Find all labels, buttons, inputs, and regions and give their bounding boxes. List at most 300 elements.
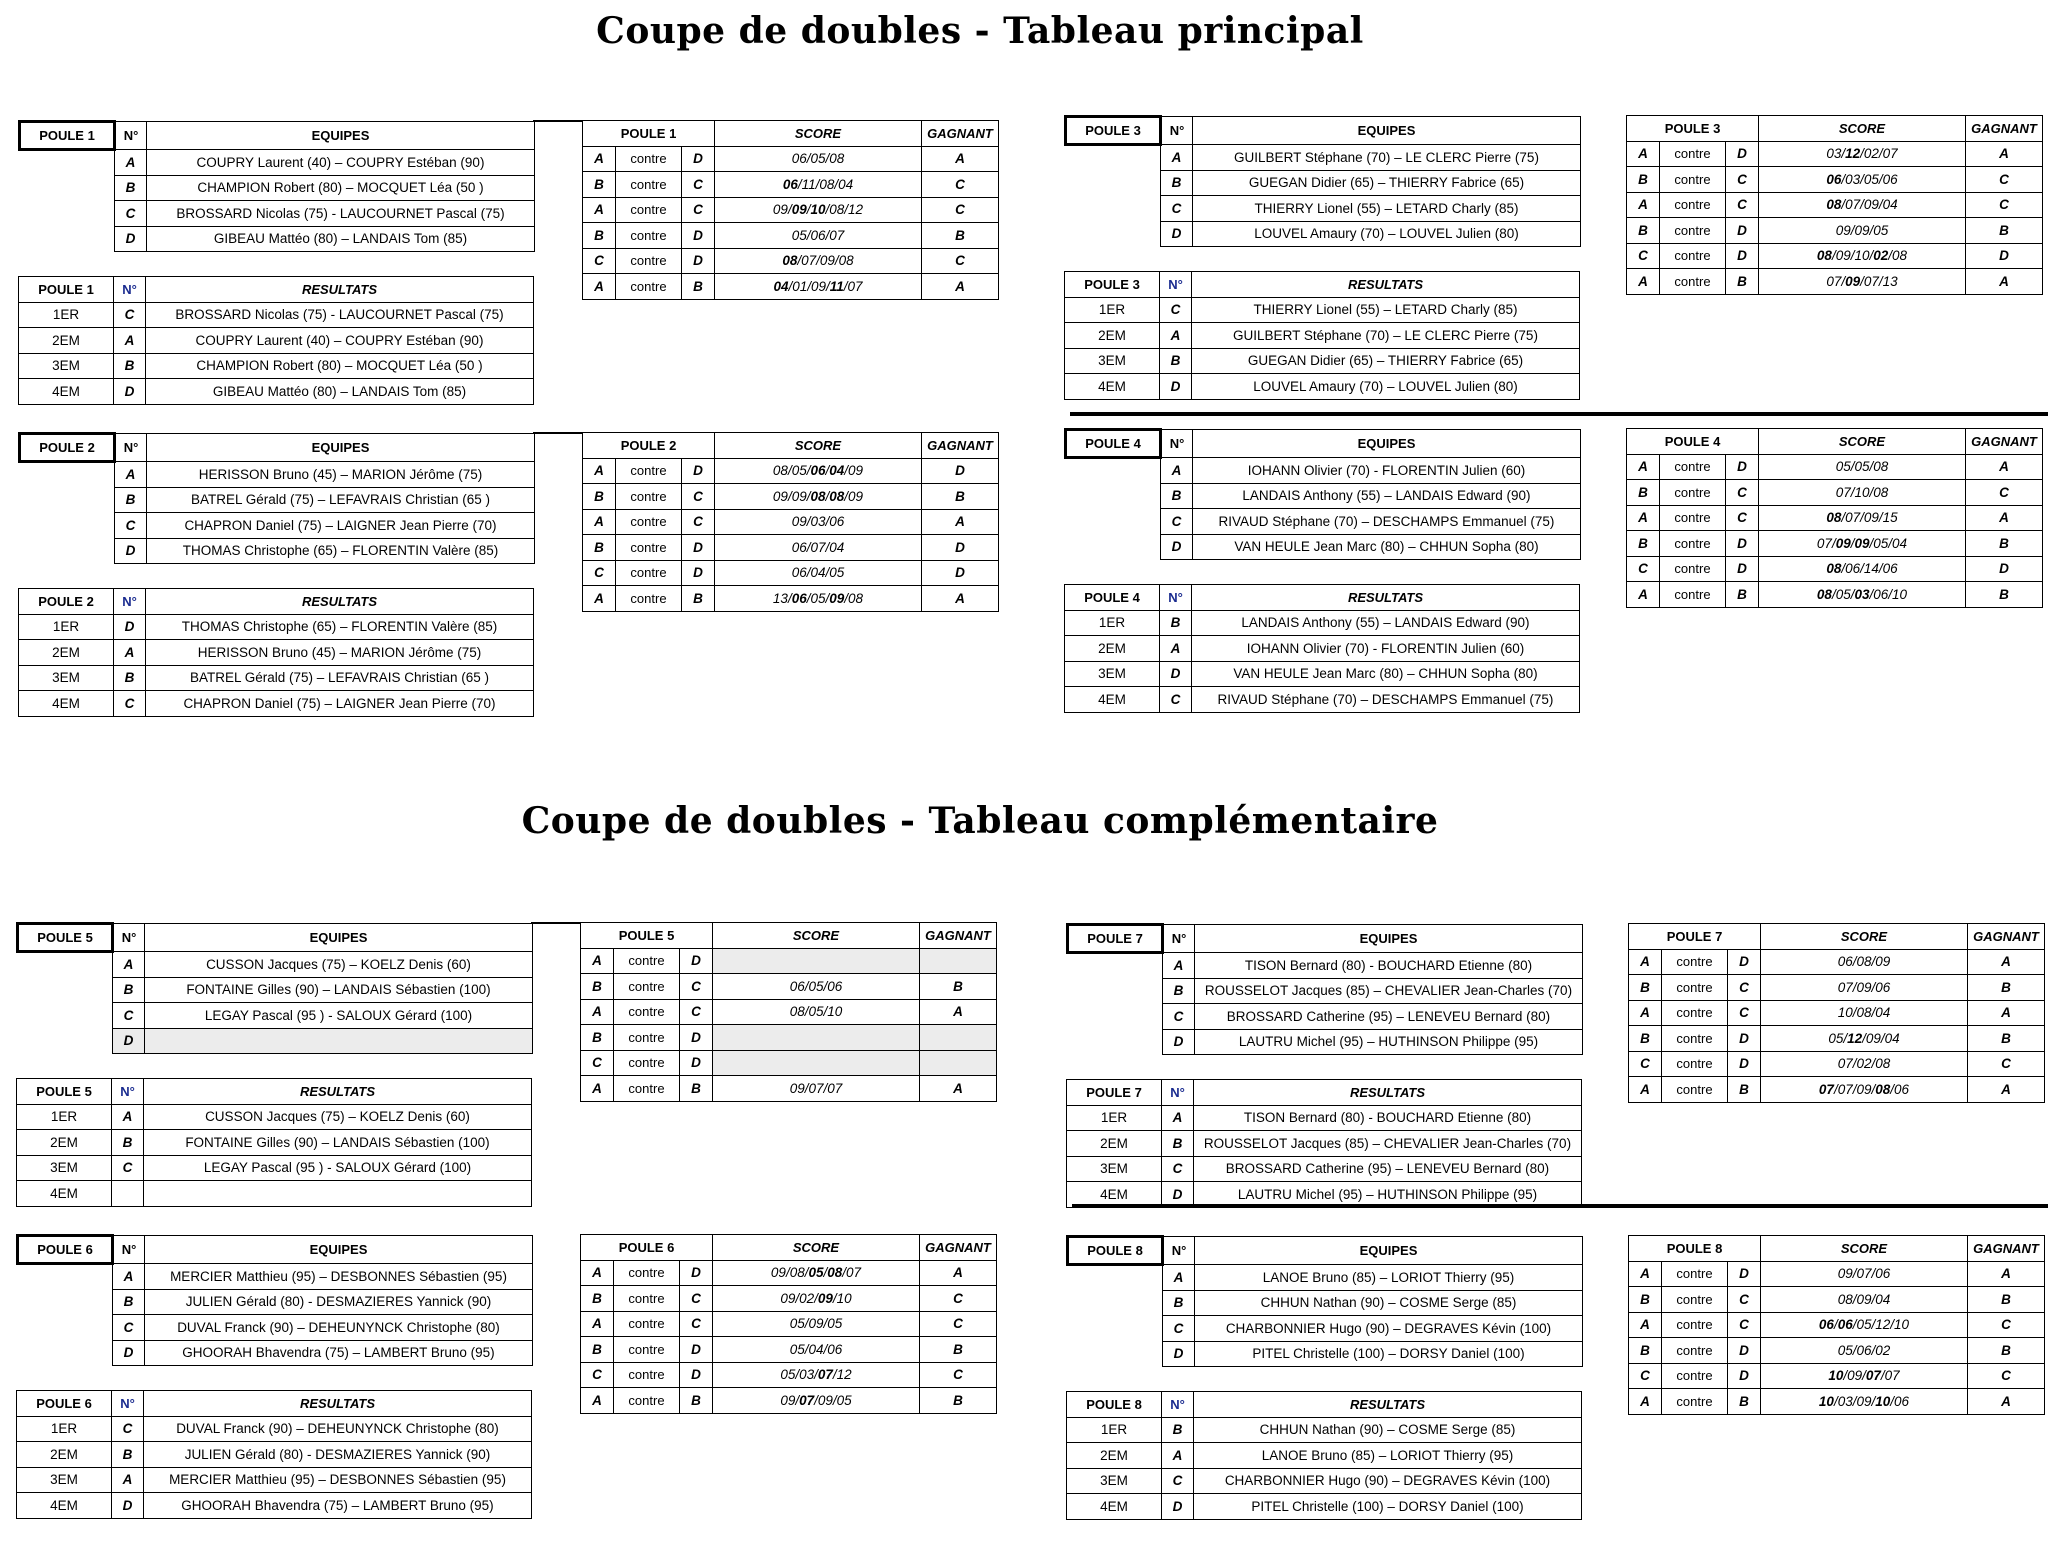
match-score: 06/05/08: [715, 146, 922, 172]
poule-label: POULE 1: [583, 121, 715, 147]
match-team2: D: [1728, 1363, 1761, 1389]
match-row: [581, 999, 997, 1025]
rank-label: 4EM: [1067, 1182, 1162, 1208]
contre-label: contre: [1662, 1312, 1728, 1338]
team-letter: A: [113, 951, 145, 977]
team-name: GHOORAH Bhavendra (75) – LAMBERT Bruno (95): [145, 1340, 533, 1366]
blank-cell: [18, 977, 113, 1003]
team-letter: D: [1163, 1029, 1195, 1055]
match-winner: B: [922, 484, 999, 510]
match-team2: C: [1726, 167, 1759, 193]
match-team1: B: [583, 172, 616, 198]
poule-label: POULE 7: [1068, 925, 1163, 953]
score-header: SCORE: [1761, 1236, 1968, 1262]
score-table: [580, 922, 997, 1102]
match-team2: C: [680, 1311, 713, 1337]
match-team2: D: [1726, 243, 1759, 269]
match-row: [581, 1025, 997, 1051]
match-team2: D: [680, 1050, 713, 1076]
team-row: [1066, 144, 1581, 170]
n-header: N°: [113, 1236, 145, 1264]
team-row: [1068, 1316, 1583, 1342]
result-team-name: HERISSON Bruno (45) – MARION Jérôme (75): [146, 640, 534, 666]
blank-cell: [18, 1340, 113, 1366]
result-row: [1065, 323, 1580, 349]
contre-label: contre: [1662, 1077, 1728, 1103]
poule-label: POULE 8: [1067, 1392, 1162, 1418]
result-row: [1067, 1131, 1582, 1157]
match-score: 08/05/03/06/10: [1759, 582, 1966, 608]
result-row: [19, 302, 534, 328]
contre-label: contre: [616, 535, 682, 561]
result-letter: B: [1162, 1417, 1194, 1443]
match-score: 09/07/07: [713, 1076, 920, 1102]
team-row: [1068, 1290, 1583, 1316]
result-letter: B: [1160, 610, 1192, 636]
team-row: [1066, 170, 1581, 196]
blank-cell: [1068, 1264, 1163, 1290]
n-header: N°: [1161, 430, 1193, 458]
team-name: MERCIER Matthieu (95) – DESBONNES Sébastien (95): [145, 1263, 533, 1289]
match-row: [581, 1260, 997, 1286]
contre-label: contre: [616, 274, 682, 300]
match-row: [1627, 243, 2043, 269]
contre-label: contre: [1662, 1261, 1728, 1287]
contre-label: contre: [614, 1388, 680, 1414]
match-row: [581, 1388, 997, 1414]
result-row: [1067, 1182, 1582, 1208]
match-row: [583, 560, 999, 586]
team-letter: A: [115, 149, 147, 175]
match-winner: C: [920, 1286, 997, 1312]
team-row: [1068, 952, 1583, 978]
match-score: 05/05/08: [1759, 454, 1966, 480]
contre-label: contre: [1660, 556, 1726, 582]
team-name: JULIEN Gérald (80) - DESMAZIERES Yannick (90): [145, 1289, 533, 1315]
result-team-name: RIVAUD Stéphane (70) – DESCHAMPS Emmanuel (75): [1192, 687, 1580, 713]
blank-cell: [1068, 978, 1163, 1004]
contre-label: contre: [1660, 141, 1726, 167]
team-row: [18, 1003, 533, 1029]
blank-cell: [20, 149, 115, 175]
gagnant-header: GAGNANT: [920, 923, 997, 949]
team-name: LEGAY Pascal (95 ) - SALOUX Gérard (100): [145, 1003, 533, 1029]
score-header-row: [1629, 1236, 2045, 1262]
team-name: LOUVEL Amaury (70) – LOUVEL Julien (80): [1193, 221, 1581, 247]
result-team-name: DUVAL Franck (90) – DEHEUNYNCK Christophe (80): [144, 1416, 532, 1442]
match-row: [1627, 480, 2043, 506]
contre-label: contre: [1660, 582, 1726, 608]
match-row: [583, 197, 999, 223]
team-name: COUPRY Laurent (40) – COUPRY Estéban (90): [147, 149, 535, 175]
result-row: [19, 614, 534, 640]
team-row: [20, 175, 535, 201]
match-winner: B: [1968, 1287, 2045, 1313]
team-letter: C: [115, 513, 147, 539]
match-row: [1627, 582, 2043, 608]
match-team1: B: [581, 1025, 614, 1051]
gagnant-header: GAGNANT: [1968, 1236, 2045, 1262]
results-table: [18, 588, 534, 717]
match-team1: A: [583, 274, 616, 300]
result-team-name: COUPRY Laurent (40) – COUPRY Estéban (90): [146, 328, 534, 354]
contre-label: contre: [614, 974, 680, 1000]
match-team1: C: [1627, 243, 1660, 269]
n-header: N°: [1162, 1392, 1194, 1418]
match-winner: C: [1966, 192, 2043, 218]
match-row: [583, 248, 999, 274]
header-rule: [531, 922, 580, 924]
rank-label: 1ER: [19, 302, 114, 328]
contre-label: contre: [614, 1076, 680, 1102]
rank-label: 2EM: [19, 328, 114, 354]
match-team1: A: [1629, 1077, 1662, 1103]
match-score: 09/02/09/10: [713, 1286, 920, 1312]
result-team-name: BROSSARD Catherine (95) – LENEVEU Bernard (80): [1194, 1156, 1582, 1182]
match-winner: C: [922, 197, 999, 223]
result-team-name: THOMAS Christophe (65) – FLORENTIN Valère (85): [146, 614, 534, 640]
match-team2: D: [680, 1025, 713, 1051]
blank-cell: [20, 175, 115, 201]
blank-cell: [1066, 196, 1161, 222]
match-winner: C: [920, 1362, 997, 1388]
match-winner: B: [1968, 975, 2045, 1001]
score-table: [1628, 923, 2045, 1103]
contre-label: contre: [1662, 949, 1728, 975]
match-team2: D: [1728, 1026, 1761, 1052]
contre-label: contre: [1662, 1000, 1728, 1026]
team-letter: B: [113, 977, 145, 1003]
result-letter: D: [1160, 661, 1192, 687]
result-team-name: LEGAY Pascal (95 ) - SALOUX Gérard (100): [144, 1155, 532, 1181]
contre-label: contre: [614, 1260, 680, 1286]
match-team1: B: [583, 535, 616, 561]
match-team2: B: [682, 274, 715, 300]
match-row: [1629, 1287, 2045, 1313]
n-header: N°: [1160, 585, 1192, 611]
match-team1: B: [583, 484, 616, 510]
teams-table: [1066, 1235, 1583, 1367]
match-winner: B: [920, 1337, 997, 1363]
match-team1: B: [1629, 1287, 1662, 1313]
contre-label: contre: [1660, 218, 1726, 244]
result-team-name: THIERRY Lionel (55) – LETARD Charly (85): [1192, 297, 1580, 323]
match-team1: B: [1629, 1338, 1662, 1364]
match-team1: A: [581, 1388, 614, 1414]
title-complementaire: Coupe de doubles - Tableau complémentaire: [521, 800, 1439, 842]
match-winner: D: [922, 560, 999, 586]
result-row: [17, 1493, 532, 1519]
results-header-row: [1065, 272, 1580, 298]
match-team2: D: [680, 948, 713, 974]
contre-label: contre: [614, 999, 680, 1025]
match-team1: A: [583, 586, 616, 612]
result-row: [1065, 661, 1580, 687]
result-team-name: BATREL Gérald (75) – LEFAVRAIS Christian (65 ): [146, 665, 534, 691]
match-winner: [920, 1050, 997, 1076]
match-winner: A: [920, 1076, 997, 1102]
match-score: 05/09/05: [713, 1311, 920, 1337]
teams-table: [1064, 115, 1581, 247]
match-team1: A: [581, 1260, 614, 1286]
match-row: [581, 1076, 997, 1102]
contre-label: contre: [1662, 1287, 1728, 1313]
result-team-name: LANDAIS Anthony (55) – LANDAIS Edward (90): [1192, 610, 1580, 636]
match-team1: A: [581, 948, 614, 974]
n-header: N°: [113, 924, 145, 952]
result-team-name: GUILBERT Stéphane (70) – LE CLERC Pierre (75): [1192, 323, 1580, 349]
team-row: [1066, 534, 1581, 560]
match-team2: C: [1728, 1312, 1761, 1338]
team-name: THIERRY Lionel (55) – LETARD Charly (85): [1193, 196, 1581, 222]
results-table: [1066, 1079, 1582, 1208]
result-team-name: CHAPRON Daniel (75) – LAIGNER Jean Pierre (70): [146, 691, 534, 717]
blank-cell: [1066, 170, 1161, 196]
contre-label: contre: [1660, 167, 1726, 193]
result-letter: A: [1162, 1105, 1194, 1131]
team-row: [1066, 457, 1581, 483]
blank-cell: [20, 201, 115, 227]
team-name: CUSSON Jacques (75) – KOELZ Denis (60): [145, 951, 533, 977]
result-row: [1067, 1105, 1582, 1131]
score-header-row: [581, 923, 997, 949]
match-team2: C: [680, 999, 713, 1025]
result-letter: C: [112, 1416, 144, 1442]
separator-line: [1070, 412, 2048, 416]
equipes-header: EQUIPES: [1193, 117, 1581, 145]
teams-header-row: [1068, 1237, 1583, 1265]
team-letter: B: [1163, 1290, 1195, 1316]
result-row: [19, 353, 534, 379]
match-score: 08/09/04: [1761, 1287, 1968, 1313]
team-row: [1066, 196, 1581, 222]
match-score: [713, 1025, 920, 1051]
teams-table: [18, 432, 535, 564]
match-team2: D: [1726, 556, 1759, 582]
result-letter: B: [1160, 348, 1192, 374]
match-team1: C: [1627, 556, 1660, 582]
match-team2: B: [1726, 582, 1759, 608]
contre-label: contre: [1660, 192, 1726, 218]
match-team2: D: [1728, 949, 1761, 975]
score-header-row: [1627, 429, 2043, 455]
result-letter: A: [1162, 1443, 1194, 1469]
match-team2: C: [682, 172, 715, 198]
match-score: 07/02/08: [1761, 1051, 1968, 1077]
score-table: [1626, 428, 2043, 608]
match-score: [713, 948, 920, 974]
result-team-name: CHAMPION Robert (80) – MOCQUET Léa (50 ): [146, 353, 534, 379]
team-letter: A: [1161, 457, 1193, 483]
rank-label: 1ER: [1067, 1105, 1162, 1131]
result-letter: A: [1160, 323, 1192, 349]
result-letter: B: [114, 665, 146, 691]
team-name: LAUTRU Michel (95) – HUTHINSON Philippe (95): [1195, 1029, 1583, 1055]
gagnant-header: GAGNANT: [1968, 924, 2045, 950]
match-winner: B: [1966, 218, 2043, 244]
poule-label: POULE 2: [20, 434, 115, 462]
n-header: N°: [1163, 1237, 1195, 1265]
contre-label: contre: [1662, 1338, 1728, 1364]
poule-label: POULE 8: [1629, 1236, 1761, 1262]
n-header: N°: [1163, 925, 1195, 953]
result-row: [17, 1181, 532, 1207]
match-team1: C: [583, 248, 616, 274]
contre-label: contre: [1662, 1051, 1728, 1077]
team-name: HERISSON Bruno (45) – MARION Jérôme (75): [147, 461, 535, 487]
team-row: [20, 461, 535, 487]
result-letter: C: [1162, 1468, 1194, 1494]
team-row: [20, 149, 535, 175]
results-header-row: [1065, 585, 1580, 611]
match-team2: B: [1728, 1389, 1761, 1415]
match-score: 13/06/05/09/08: [715, 586, 922, 612]
blank-cell: [18, 1289, 113, 1315]
rank-label: 4EM: [1065, 374, 1160, 400]
match-score: 09/09/08/08/09: [715, 484, 922, 510]
match-team1: C: [581, 1050, 614, 1076]
team-name: BROSSARD Catherine (95) – LENEVEU Bernard (80): [1195, 1004, 1583, 1030]
match-winner: B: [922, 223, 999, 249]
match-score: 08/07/09/08: [715, 248, 922, 274]
match-winner: A: [1968, 1389, 2045, 1415]
title-principal: Coupe de doubles - Tableau principal: [596, 10, 1364, 52]
teams-table: [16, 1234, 533, 1366]
score-header: SCORE: [1761, 924, 1968, 950]
team-row: [1068, 1004, 1583, 1030]
team-name: GUILBERT Stéphane (70) – LE CLERC Pierre (75): [1193, 144, 1581, 170]
match-winner: B: [920, 974, 997, 1000]
result-letter: A: [114, 640, 146, 666]
result-team-name: TISON Bernard (80) - BOUCHARD Etienne (80): [1194, 1105, 1582, 1131]
rank-label: 2EM: [1067, 1131, 1162, 1157]
rank-label: 4EM: [17, 1181, 112, 1207]
match-team1: A: [1629, 1261, 1662, 1287]
match-row: [583, 535, 999, 561]
equipes-header: EQUIPES: [145, 1236, 533, 1264]
blank-cell: [20, 461, 115, 487]
poule-label: POULE 5: [581, 923, 713, 949]
match-row: [1629, 975, 2045, 1001]
match-team2: D: [1728, 1051, 1761, 1077]
result-row: [1067, 1443, 1582, 1469]
match-team2: D: [1726, 218, 1759, 244]
rank-label: 4EM: [19, 379, 114, 405]
result-team-name: BROSSARD Nicolas (75) - LAUCOURNET Pascal (75): [146, 302, 534, 328]
blank-cell: [1068, 952, 1163, 978]
blank-cell: [18, 1263, 113, 1289]
team-name: PITEL Christelle (100) – DORSY Daniel (100): [1195, 1341, 1583, 1367]
blank-cell: [1066, 457, 1161, 483]
resultats-header: RESULTATS: [144, 1391, 532, 1417]
match-score: 08/07/09/15: [1759, 505, 1966, 531]
match-score: 08/09/10/02/08: [1759, 243, 1966, 269]
results-table: [1064, 271, 1580, 400]
contre-label: contre: [1660, 531, 1726, 557]
match-team2: C: [1728, 975, 1761, 1001]
poule-label: POULE 1: [20, 122, 115, 150]
teams-header-row: [1066, 430, 1581, 458]
score-table: [582, 432, 999, 612]
contre-label: contre: [616, 146, 682, 172]
result-row: [1065, 348, 1580, 374]
resultats-header: RESULTATS: [146, 277, 534, 303]
team-name: CHAMPION Robert (80) – MOCQUET Léa (50 ): [147, 175, 535, 201]
contre-label: contre: [1660, 480, 1726, 506]
match-team1: B: [581, 1286, 614, 1312]
team-letter: D: [115, 538, 147, 564]
match-team2: B: [682, 586, 715, 612]
match-score: 06/08/09: [1761, 949, 1968, 975]
contre-label: contre: [614, 1337, 680, 1363]
rank-label: 3EM: [19, 665, 114, 691]
match-team2: C: [1728, 1000, 1761, 1026]
match-team2: C: [1728, 1287, 1761, 1313]
poule-label: POULE 3: [1627, 116, 1759, 142]
result-letter: D: [112, 1493, 144, 1519]
result-team-name: JULIEN Gérald (80) - DESMAZIERES Yannick (90): [144, 1442, 532, 1468]
team-name: THOMAS Christophe (65) – FLORENTIN Valère (85): [147, 538, 535, 564]
teams-table: [16, 922, 533, 1054]
match-score: 07/09/09/05/04: [1759, 531, 1966, 557]
poule-label: POULE 5: [18, 924, 113, 952]
match-team2: D: [1726, 141, 1759, 167]
team-row: [1066, 221, 1581, 247]
match-score: 09/09/05: [1759, 218, 1966, 244]
team-letter: A: [115, 461, 147, 487]
score-table: [580, 1234, 997, 1414]
n-header: N°: [115, 434, 147, 462]
match-row: [1627, 505, 2043, 531]
match-score: 05/06/02: [1761, 1338, 1968, 1364]
result-letter: B: [112, 1130, 144, 1156]
match-row: [1629, 1312, 2045, 1338]
match-winner: D: [1966, 243, 2043, 269]
rank-label: 4EM: [17, 1493, 112, 1519]
result-row: [19, 379, 534, 405]
match-row: [1627, 556, 2043, 582]
result-team-name: PITEL Christelle (100) – DORSY Daniel (100): [1194, 1494, 1582, 1520]
blank-cell: [1066, 483, 1161, 509]
match-row: [583, 484, 999, 510]
match-row: [581, 1050, 997, 1076]
team-row: [18, 1340, 533, 1366]
equipes-header: EQUIPES: [145, 924, 533, 952]
resultats-header: RESULTATS: [1192, 585, 1580, 611]
team-name: GUEGAN Didier (65) – THIERRY Fabrice (65): [1193, 170, 1581, 196]
team-row: [1068, 1029, 1583, 1055]
results-header-row: [19, 589, 534, 615]
contre-label: contre: [616, 223, 682, 249]
match-team1: B: [581, 1337, 614, 1363]
match-winner: A: [1966, 141, 2043, 167]
blank-cell: [1068, 1290, 1163, 1316]
match-score: 09/07/09/05: [713, 1388, 920, 1414]
resultats-header: RESULTATS: [146, 589, 534, 615]
poule-label: POULE 1: [19, 277, 114, 303]
team-name: IOHANN Olivier (70) - FLORENTIN Julien (60): [1193, 457, 1581, 483]
match-score: 07/07/09/08/06: [1761, 1077, 1968, 1103]
contre-label: contre: [614, 948, 680, 974]
match-team2: D: [680, 1362, 713, 1388]
team-letter: D: [1161, 221, 1193, 247]
result-row: [1067, 1468, 1582, 1494]
match-score: 10/08/04: [1761, 1000, 1968, 1026]
teams-header-row: [18, 1236, 533, 1264]
match-team1: A: [583, 197, 616, 223]
team-name: BROSSARD Nicolas (75) - LAUCOURNET Pascal (75): [147, 201, 535, 227]
match-team1: A: [583, 458, 616, 484]
